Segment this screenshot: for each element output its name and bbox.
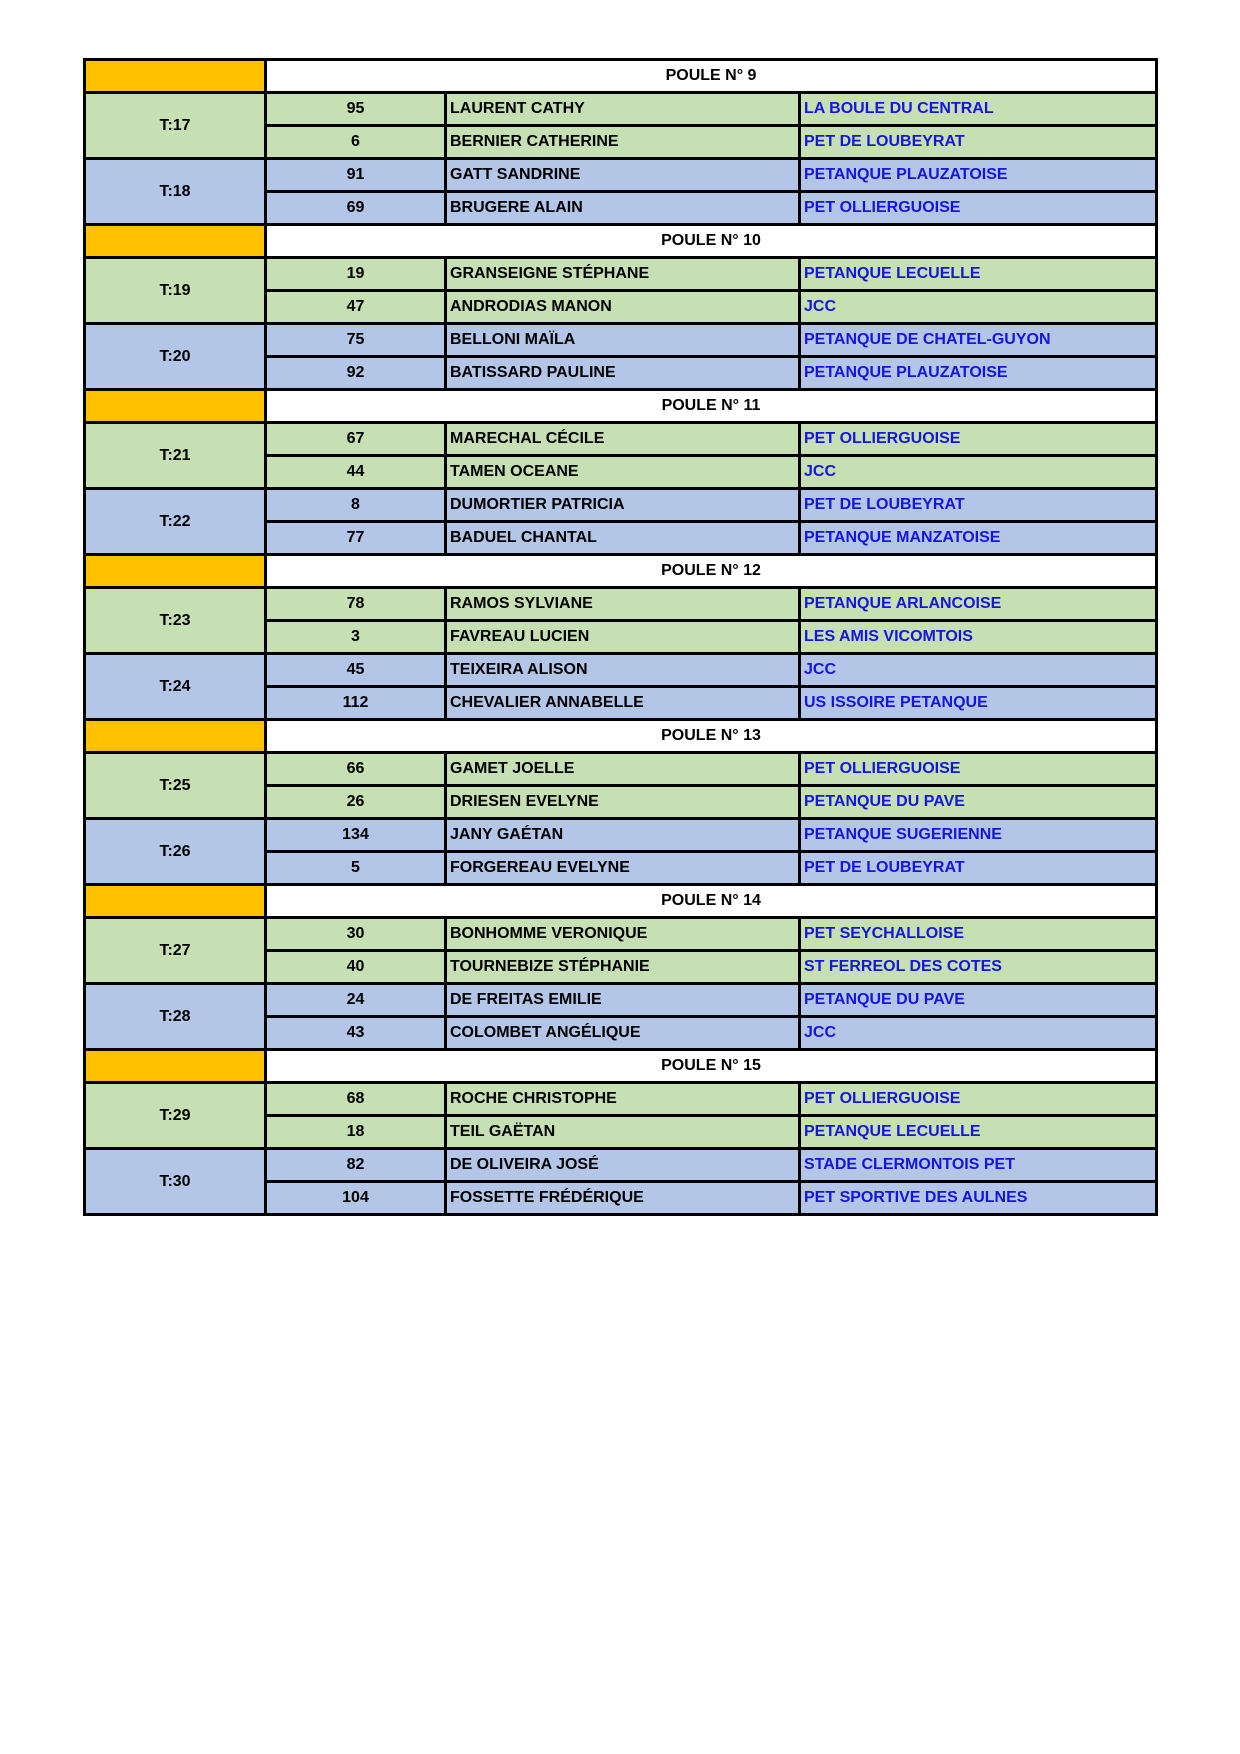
player-number: 47 xyxy=(266,291,446,324)
poule-title: POULE N° 13 xyxy=(266,720,1157,753)
poule-title: POULE N° 10 xyxy=(266,225,1157,258)
player-club: PET OLLIERGUOISE xyxy=(800,192,1157,225)
player-club: ST FERREOL DES COTES xyxy=(800,951,1157,984)
team-label: T:20 xyxy=(85,324,266,390)
poule-header-row xyxy=(85,60,1157,93)
player-name: BRUGERE ALAIN xyxy=(446,192,800,225)
player-club: PETANQUE LECUELLE xyxy=(800,1116,1157,1149)
team-label: T:24 xyxy=(85,654,266,720)
table-row xyxy=(85,588,1157,621)
team-label: T:17 xyxy=(85,93,266,159)
player-number: 24 xyxy=(266,984,446,1017)
player-name: LAURENT CATHY xyxy=(446,93,800,126)
player-name: DE FREITAS EMILIE xyxy=(446,984,800,1017)
player-name: BADUEL CHANTAL xyxy=(446,522,800,555)
poule-header-row xyxy=(85,885,1157,918)
table-row xyxy=(85,984,1157,1017)
player-number: 3 xyxy=(266,621,446,654)
poule-header-row xyxy=(85,225,1157,258)
player-club: PET SPORTIVE DES AULNES xyxy=(800,1182,1157,1215)
player-name: BERNIER CATHERINE xyxy=(446,126,800,159)
player-number: 112 xyxy=(266,687,446,720)
team-label: T:22 xyxy=(85,489,266,555)
player-club: PETANQUE ARLANCOISE xyxy=(800,588,1157,621)
poule-color-marker xyxy=(85,390,266,423)
player-club: JCC xyxy=(800,291,1157,324)
team-label: T:19 xyxy=(85,258,266,324)
player-name: RAMOS SYLVIANE xyxy=(446,588,800,621)
player-club: PET OLLIERGUOISE xyxy=(800,753,1157,786)
player-name: TEIXEIRA ALISON xyxy=(446,654,800,687)
player-number: 19 xyxy=(266,258,446,291)
player-name: GAMET JOELLE xyxy=(446,753,800,786)
table-row xyxy=(85,753,1157,786)
team-label: T:21 xyxy=(85,423,266,489)
player-name: GRANSEIGNE STÉPHANE xyxy=(446,258,800,291)
player-club: PETANQUE MANZATOISE xyxy=(800,522,1157,555)
table-row xyxy=(85,423,1157,456)
poule-color-marker xyxy=(85,720,266,753)
player-club: JCC xyxy=(800,456,1157,489)
player-name: FOSSETTE FRÉDÉRIQUE xyxy=(446,1182,800,1215)
player-club: JCC xyxy=(800,654,1157,687)
player-club: LA BOULE DU CENTRAL xyxy=(800,93,1157,126)
player-number: 6 xyxy=(266,126,446,159)
player-club: PETANQUE DU PAVE xyxy=(800,984,1157,1017)
player-club: PETANQUE SUGERIENNE xyxy=(800,819,1157,852)
team-label: T:29 xyxy=(85,1083,266,1149)
poule-title: POULE N° 14 xyxy=(266,885,1157,918)
player-number: 82 xyxy=(266,1149,446,1182)
player-number: 104 xyxy=(266,1182,446,1215)
table-row xyxy=(85,93,1157,126)
poule-color-marker xyxy=(85,60,266,93)
table-row xyxy=(85,489,1157,522)
player-name: COLOMBET ANGÉLIQUE xyxy=(446,1017,800,1050)
player-number: 18 xyxy=(266,1116,446,1149)
player-name: BATISSARD PAULINE xyxy=(446,357,800,390)
player-club: PETANQUE LECUELLE xyxy=(800,258,1157,291)
player-club: PETANQUE PLAUZATOISE xyxy=(800,357,1157,390)
player-club: PET OLLIERGUOISE xyxy=(800,1083,1157,1116)
player-name: JANY GAÉTAN xyxy=(446,819,800,852)
player-number: 78 xyxy=(266,588,446,621)
table-row xyxy=(85,1149,1157,1182)
player-club: US ISSOIRE PETANQUE xyxy=(800,687,1157,720)
poule-header-row xyxy=(85,720,1157,753)
player-name: TAMEN OCEANE xyxy=(446,456,800,489)
player-number: 43 xyxy=(266,1017,446,1050)
table-row xyxy=(85,258,1157,291)
poule-color-marker xyxy=(85,1050,266,1083)
player-name: TEIL GAËTAN xyxy=(446,1116,800,1149)
player-name: DE OLIVEIRA JOSÉ xyxy=(446,1149,800,1182)
table-row xyxy=(85,159,1157,192)
poule-table xyxy=(83,58,1158,1216)
player-number: 69 xyxy=(266,192,446,225)
team-label: T:23 xyxy=(85,588,266,654)
poule-title: POULE N° 12 xyxy=(266,555,1157,588)
player-number: 75 xyxy=(266,324,446,357)
player-name: TOURNEBIZE STÉPHANIE xyxy=(446,951,800,984)
player-number: 77 xyxy=(266,522,446,555)
player-club: PET OLLIERGUOISE xyxy=(800,423,1157,456)
player-name: GATT SANDRINE xyxy=(446,159,800,192)
poule-table-body xyxy=(85,60,1157,1215)
player-name: ANDRODIAS MANON xyxy=(446,291,800,324)
player-number: 8 xyxy=(266,489,446,522)
poule-title: POULE N° 15 xyxy=(266,1050,1157,1083)
player-number: 30 xyxy=(266,918,446,951)
player-club: PETANQUE PLAUZATOISE xyxy=(800,159,1157,192)
player-number: 44 xyxy=(266,456,446,489)
player-number: 66 xyxy=(266,753,446,786)
player-name: FORGEREAU EVELYNE xyxy=(446,852,800,885)
table-row xyxy=(85,819,1157,852)
player-club: STADE CLERMONTOIS PET xyxy=(800,1149,1157,1182)
player-number: 95 xyxy=(266,93,446,126)
player-number: 67 xyxy=(266,423,446,456)
poule-title: POULE N° 9 xyxy=(266,60,1157,93)
table-row xyxy=(85,654,1157,687)
poule-header-row xyxy=(85,1050,1157,1083)
player-name: DRIESEN EVELYNE xyxy=(446,786,800,819)
table-row xyxy=(85,324,1157,357)
player-club: PET SEYCHALLOISE xyxy=(800,918,1157,951)
poule-header-row xyxy=(85,555,1157,588)
team-label: T:18 xyxy=(85,159,266,225)
player-number: 91 xyxy=(266,159,446,192)
player-number: 134 xyxy=(266,819,446,852)
player-name: FAVREAU LUCIEN xyxy=(446,621,800,654)
player-club: JCC xyxy=(800,1017,1157,1050)
player-name: MARECHAL CÉCILE xyxy=(446,423,800,456)
poule-color-marker xyxy=(85,555,266,588)
player-number: 45 xyxy=(266,654,446,687)
player-name: BONHOMME VERONIQUE xyxy=(446,918,800,951)
player-number: 40 xyxy=(266,951,446,984)
team-label: T:28 xyxy=(85,984,266,1050)
team-label: T:30 xyxy=(85,1149,266,1215)
player-number: 5 xyxy=(266,852,446,885)
table-row xyxy=(85,918,1157,951)
player-name: DUMORTIER PATRICIA xyxy=(446,489,800,522)
player-name: ROCHE CHRISTOPHE xyxy=(446,1083,800,1116)
player-number: 68 xyxy=(266,1083,446,1116)
team-label: T:26 xyxy=(85,819,266,885)
player-number: 26 xyxy=(266,786,446,819)
player-club: PETANQUE DE CHATEL-GUYON xyxy=(800,324,1157,357)
poule-sheet xyxy=(83,58,1155,1216)
player-club: LES AMIS VICOMTOIS xyxy=(800,621,1157,654)
poule-title: POULE N° 11 xyxy=(266,390,1157,423)
player-club: PET DE LOUBEYRAT xyxy=(800,852,1157,885)
player-club: PET DE LOUBEYRAT xyxy=(800,489,1157,522)
player-name: BELLONI MAÏLA xyxy=(446,324,800,357)
team-label: T:27 xyxy=(85,918,266,984)
table-row xyxy=(85,1083,1157,1116)
player-club: PET DE LOUBEYRAT xyxy=(800,126,1157,159)
player-number: 92 xyxy=(266,357,446,390)
poule-color-marker xyxy=(85,225,266,258)
team-label: T:25 xyxy=(85,753,266,819)
poule-color-marker xyxy=(85,885,266,918)
player-club: PETANQUE DU PAVE xyxy=(800,786,1157,819)
poule-header-row xyxy=(85,390,1157,423)
player-name: CHEVALIER ANNABELLE xyxy=(446,687,800,720)
